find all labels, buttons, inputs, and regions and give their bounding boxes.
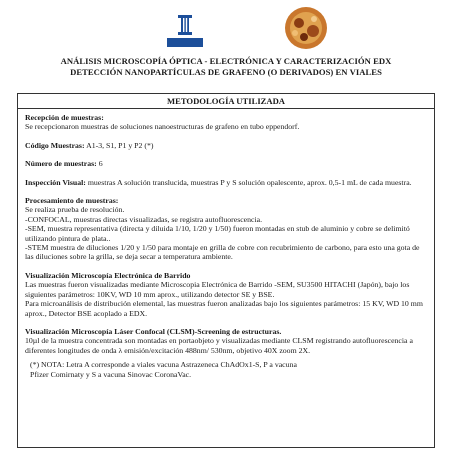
title-line-2: DETECCIÓN NANOPARTÍCULAS DE GRAFENO (O DERIVADOS) EN VIALES [70,66,382,77]
clsm-text: 10µl de la muestra concentrada son montadas en portaobjeto y visualizadas mediante CLSM registrando autofluorescencia a diferentes longitudes de onda λ emisión/excitación 488nm/ 530nm, objetivo 40X zoom 2X. [25,336,413,355]
methodology-content [18,109,434,379]
nota-line-2: Pfizer Comirnaty y S a vacuna Sinovac CoronaVac. [30,369,192,379]
procesamiento-line-1: Se realiza prueba de resolución. [25,205,125,215]
procesamiento-line-2: -CONFOCAL, muestras directas visualizadas, se registra autofluorescencia. [25,214,263,224]
quinta-columna-logo [164,12,206,50]
codigo-line [25,141,427,150]
methodology-heading: METODOLOGÍA UTILIZADA [18,94,434,109]
sem-text: Las muestras fueron visualizadas mediante Microscopia Electrónica de Barrido -SEM, SU3500 HITACHI (Japón), bajo los siguientes parámetros: 10KV, WD 10 mm aprox., utilizando detector SE y BSE. [25,280,410,299]
inspeccion-label: Inspección Visual: [25,177,86,187]
inspeccion-text: muestras A solución translucida, muestras P y S solución opalescente, aprox. 0,5-1 mL de cada muestra. [85,177,412,187]
inspeccion-line [25,178,427,187]
sem-text-2: Para microanálisis de distribución elemental, las muestras fueron analizadas bajo los siguientes parámetros: 15 KV, WD 10 mm aprox., Detector BSE acoplado a EDX. [25,299,423,318]
numero-label: Número de muestras: [25,159,97,169]
recepcion-title: Recepción de muestras: [25,113,104,122]
procesamiento-line-4: -STEM muestra de diluciones 1/20 y 1/50 para montaje en grilla de cobre con recubrimiento de carbono, para esto una gota de las diluciones sobre la grilla, se deja secar a temperatura ambiente. [25,243,420,262]
nota-line-1: (*) NOTA: Letra A corresponde a viales vacuna Astrazeneca ChAdOx1-S, P a vacuna [30,360,297,370]
procesamiento-line-3: -SEM, muestra representativa (directa y diluida 1/10, 1/20 y 1/50) fueron montadas en stub de aluminio y cobre se delimitó utilizando pintura de plata.. [25,224,410,243]
title-line-1: ANÁLISIS MICROSCOPÍA ÓPTICA - ELECTRÓNICA Y CARACTERIZACIÓN EDX [60,56,392,66]
numero-line [25,159,427,168]
codigo-value: A1-3, S1, P1 y P2 (*) [84,140,154,150]
grafeno-micrograph-image [284,6,328,50]
logo-strip [0,4,452,56]
methodology-box [17,93,435,448]
procesamiento-title: Procesamiento de muestras: [25,196,119,206]
codigo-label: Código Muestras: [25,140,85,150]
sem-title: Visualización Microscopía Electrónica de Barrido [25,270,191,280]
document-title [10,56,442,77]
recepcion-text: Se recepcionaron muestras de soluciones nanoestructuras de grafeno en tubo eppendorf. [25,122,300,132]
clsm-title: Visualización Microscopía Láser Confocal (CLSM)-Screening de estructuras. [25,326,282,336]
numero-value: 6 [96,159,103,169]
